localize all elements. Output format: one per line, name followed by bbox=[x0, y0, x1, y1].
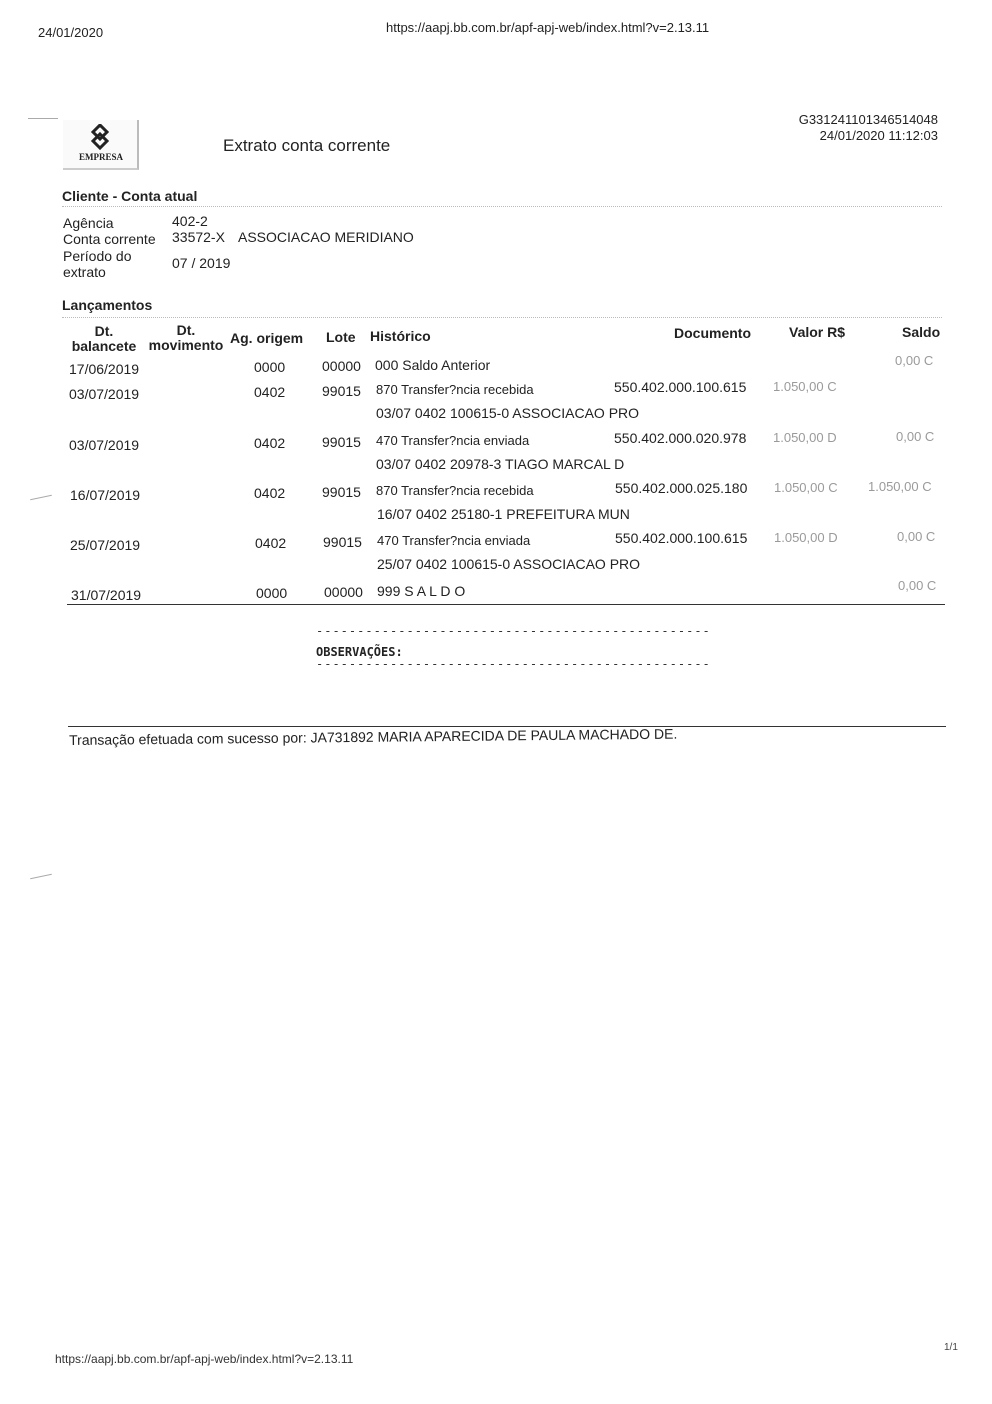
document-id: G331241101346514048 bbox=[798, 112, 938, 127]
periodo-label-line2: extrato bbox=[63, 264, 106, 280]
cell-historico: 870 Transfer?ncia recebida bbox=[376, 483, 534, 498]
header-dt-balancete-line2: balancete bbox=[71, 338, 137, 354]
page-number: 1/1 bbox=[944, 1342, 958, 1353]
header-lote: Lote bbox=[326, 329, 356, 345]
print-date: 24/01/2020 bbox=[38, 25, 104, 40]
print-footer-url: https://aapj.bb.com.br/apf-apj-web/index.html?v=2.13.11 bbox=[55, 1352, 354, 1366]
cell-lote: 99015 bbox=[322, 434, 361, 450]
cell-dt-balancete: 17/06/2019 bbox=[69, 361, 140, 377]
cell-lote: 99015 bbox=[322, 484, 361, 500]
scan-mark bbox=[28, 118, 58, 119]
scan-mark bbox=[30, 874, 52, 880]
header-dt-movimento-line1: Dt. bbox=[176, 322, 196, 338]
cell-lote: 00000 bbox=[322, 358, 361, 374]
conta-label: Conta corrente bbox=[63, 231, 156, 247]
header-historico: Histórico bbox=[370, 328, 431, 344]
header-dt-movimento bbox=[146, 323, 226, 353]
cell-dt-balancete: 31/07/2019 bbox=[71, 587, 142, 603]
scan-mark bbox=[30, 495, 52, 501]
cell-ag-origem: 0402 bbox=[254, 384, 286, 400]
header-dt-balancete-line1: Dt. bbox=[94, 323, 114, 339]
cell-detalhe: 03/07 0402 100615-0 ASSOCIACAO PRO bbox=[376, 405, 640, 421]
cell-lote: 00000 bbox=[324, 584, 363, 600]
transaction-status: Transação efetuada com sucesso por: JA731892 MARIA APARECIDA DE PAULA MACHADO DE. bbox=[69, 725, 678, 748]
cell-documento: 550.402.000.020.978 bbox=[614, 430, 747, 446]
periodo-label bbox=[63, 248, 132, 280]
divider bbox=[62, 206, 942, 207]
print-url: https://aapj.bb.com.br/apf-apj-web/index.html?v=2.13.11 bbox=[386, 20, 710, 35]
table-bottom-rule bbox=[67, 604, 945, 605]
cell-ag-origem: 0402 bbox=[254, 485, 286, 501]
cell-historico: 999 S A L D O bbox=[377, 583, 466, 599]
cell-ag-origem: 0000 bbox=[256, 585, 288, 601]
cell-detalhe: 03/07 0402 20978-3 TIAGO MARCAL D bbox=[376, 456, 625, 472]
cell-documento: 550.402.000.100.615 bbox=[615, 530, 748, 546]
cell-dt-balancete: 03/07/2019 bbox=[69, 437, 140, 453]
header-saldo: Saldo bbox=[902, 324, 941, 340]
observacoes-label: OBSERVAÇÕES: bbox=[316, 645, 403, 659]
cell-saldo: 0,00 C bbox=[896, 429, 935, 444]
cell-valor: 1.050,00 C bbox=[774, 480, 838, 495]
logo-word: EMPRESA bbox=[79, 152, 124, 162]
periodo-value: 07 / 2019 bbox=[172, 255, 231, 271]
agencia-value: 402-2 bbox=[172, 213, 208, 229]
cell-historico: 470 Transfer?ncia enviada bbox=[377, 533, 531, 548]
cell-documento: 550.402.000.100.615 bbox=[614, 379, 747, 395]
cell-dt-balancete: 03/07/2019 bbox=[69, 386, 140, 402]
cell-saldo: 0,00 C bbox=[895, 353, 934, 368]
cell-valor: 1.050,00 D bbox=[773, 430, 837, 445]
cell-saldo: 1.050,00 C bbox=[868, 479, 932, 494]
divider bbox=[62, 317, 942, 318]
section-title-cliente: Cliente - Conta atual bbox=[62, 188, 198, 204]
conta-value: 33572-X bbox=[172, 229, 225, 245]
cell-historico: 000 Saldo Anterior bbox=[375, 357, 491, 373]
bank-logo bbox=[63, 120, 139, 170]
periodo-label-line1: Período do bbox=[63, 248, 132, 264]
document-datetime: 24/01/2020 11:12:03 bbox=[819, 128, 938, 143]
document-id-block bbox=[799, 112, 938, 144]
conta-nome: ASSOCIACAO MERIDIANO bbox=[238, 229, 414, 245]
page-title: Extrato conta corrente bbox=[223, 136, 391, 155]
header-dt-balancete bbox=[68, 324, 140, 354]
cell-detalhe: 25/07 0402 100615-0 ASSOCIACAO PRO bbox=[377, 556, 641, 572]
header-documento: Documento bbox=[674, 325, 751, 341]
cell-historico: 870 Transfer?ncia recebida bbox=[376, 382, 534, 397]
cell-lote: 99015 bbox=[322, 383, 361, 399]
cell-ag-origem: 0000 bbox=[254, 359, 286, 375]
cell-lote: 99015 bbox=[323, 534, 362, 550]
cell-detalhe: 16/07 0402 25180-1 PREFEITURA MUN bbox=[377, 506, 630, 522]
header-ag-origem: Ag. origem bbox=[230, 330, 304, 346]
cell-dt-balancete: 16/07/2019 bbox=[70, 487, 141, 503]
cell-historico: 470 Transfer?ncia enviada bbox=[376, 433, 530, 448]
observacoes-bottom-dashes: ------------------------------------------------ bbox=[316, 657, 711, 671]
header-dt-movimento-line2: movimento bbox=[148, 337, 224, 353]
banco-do-brasil-logo-icon bbox=[85, 124, 115, 152]
cell-valor: 1.050,00 C bbox=[773, 379, 837, 394]
cell-dt-balancete: 25/07/2019 bbox=[70, 537, 141, 553]
observacoes-top-dashes: ------------------------------------------------ bbox=[316, 624, 711, 638]
cell-saldo: 0,00 C bbox=[898, 578, 937, 593]
cell-ag-origem: 0402 bbox=[255, 535, 287, 551]
cell-saldo: 0,00 C bbox=[897, 529, 936, 544]
cell-valor: 1.050,00 D bbox=[774, 530, 838, 545]
section-title-lancamentos: Lançamentos bbox=[62, 297, 153, 313]
header-valor: Valor R$ bbox=[789, 324, 846, 340]
cell-documento: 550.402.000.025.180 bbox=[615, 480, 748, 496]
agencia-label: Agência bbox=[63, 215, 114, 231]
cell-ag-origem: 0402 bbox=[254, 435, 286, 451]
